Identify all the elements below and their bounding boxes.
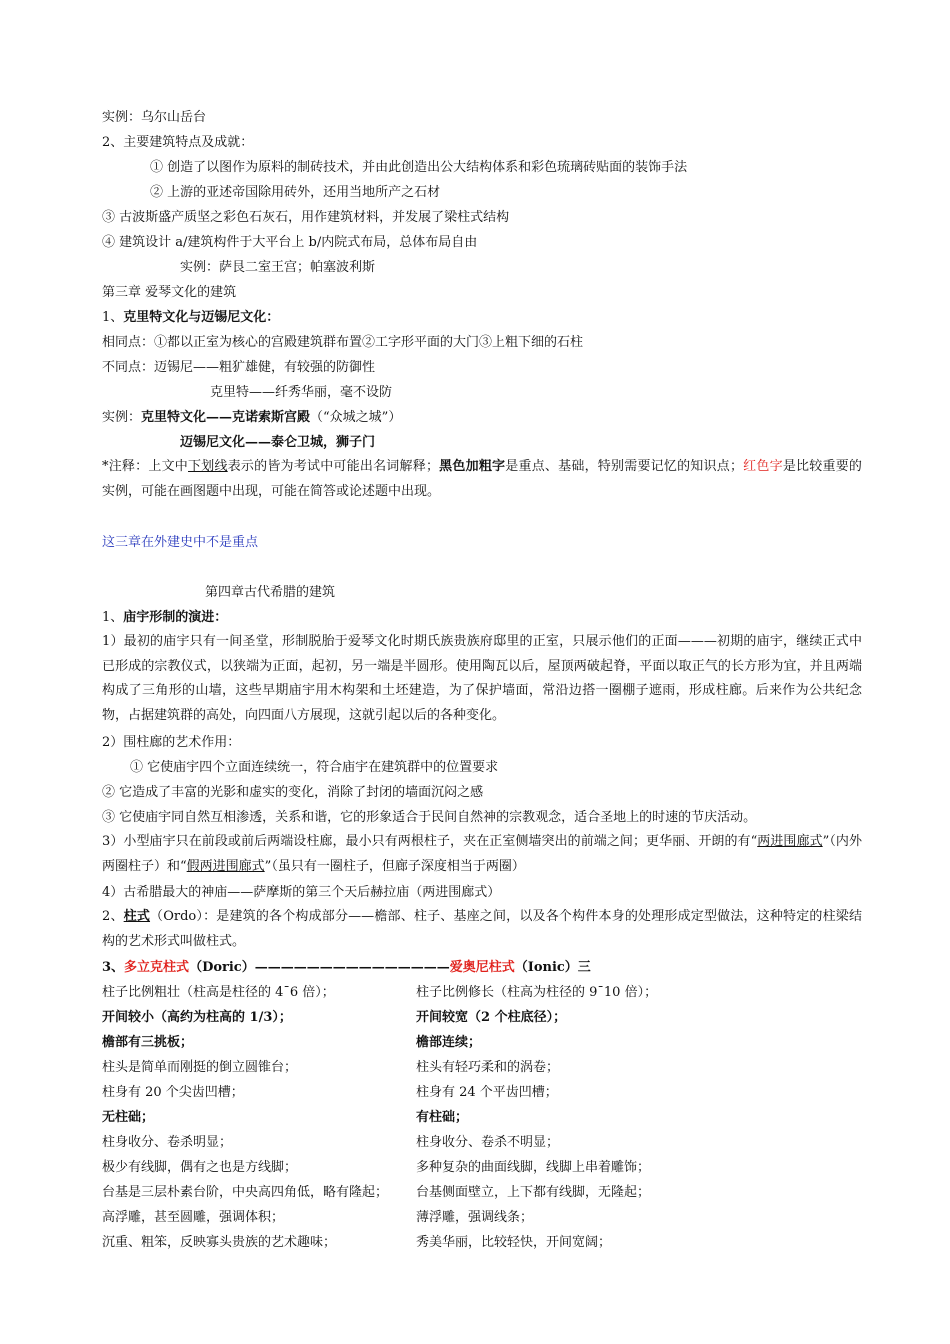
ionic-title: 爱奥尼柱式 <box>449 960 515 975</box>
chapter-3-title: 第三章 爱琴文化的建筑 <box>102 285 237 300</box>
chapter-4-title: 第四章古代希腊的建筑 <box>205 585 336 600</box>
ionic-item: 有柱础； <box>416 1110 469 1125</box>
paragraph-small-temples <box>102 830 862 879</box>
section-colon: ： <box>214 610 228 625</box>
ionic-item: 柱子比例修长（柱高为柱径的 9¯10 倍）； <box>416 985 658 1000</box>
example-palaces: 实例：萨艮二室王宫；帕塞波利斯 <box>180 260 376 275</box>
paragraph-temple-origin: 1）最初的庙宇只有一间圣堂，形制脱胎于爱琴文化时期氏族贵族府邸里的正室，只展示他们的正面———初期的庙宇，继续正式中已形成的宗教仪式，以狭端为正面，起初，另一端是半圆形。使用陶瓦以后，屋顶两破起脊，平面以取正气的长方形为宜，并且两端构成了三角形的山墙，这些早期庙宇用木构架和土坯建造，为了保护墙面，常沿边搭一圈棚子遮雨，形成柱廊。后来作为公共纪念物，占据建筑群的高处，向四面八方展现，这就引起以后的各种变化。 <box>102 634 862 723</box>
dipteral-desc: ”（内外两圈柱子）和“ <box>102 834 862 874</box>
feature-1: ① 创造了以图作为原料的制砖技术，并由此创造出公大结构体系和彩色琉璃砖贴面的装饰手法 <box>150 160 688 175</box>
feature-4: ④ 建筑设计 a/建筑构件于大平台上 b/内院式布局，总体布局自由 <box>102 235 478 250</box>
section-number: 1、 <box>102 310 124 325</box>
note-red-sample: 红色字 <box>742 459 783 474</box>
annotation-note <box>102 455 862 504</box>
largest-temple: 4）古希腊最大的神庙——萨摩斯的第三个天后赫拉庙（两进围廊式） <box>102 885 501 900</box>
section-crete-mycenae <box>102 310 279 326</box>
doric-item: 柱子比例粗壮（柱高是柱径的 4¯6 倍）； <box>102 985 335 1000</box>
heading-main-features: 2、主要建筑特点及成就： <box>102 135 254 150</box>
feature-3: ③ 古波斯盛产质坚之彩色石灰石，用作建筑材料，并发展了梁柱式结构 <box>102 210 510 225</box>
doric-item: 柱身收分、卷杀明显； <box>102 1135 233 1150</box>
ionic-item: 柱身收分、卷杀不明显； <box>416 1135 560 1150</box>
note-underline-sample: 下划线 <box>188 459 228 474</box>
example-knossos-bold: 克里特文化——克诺索斯宫殿 <box>141 410 311 425</box>
doric-title: 多立克柱式 <box>124 960 190 975</box>
ionic-item: 秀美华丽，比较轻快，开间宽阔； <box>416 1235 612 1250</box>
example-label: 实例： <box>102 410 142 425</box>
ionic-latin: （Ionic）三 <box>514 960 591 975</box>
similarities: 相同点：①都以正室为核心的宫殿建筑群布置②工字形平面的大门③上粗下细的石柱 <box>102 335 584 350</box>
term-order: 柱式 <box>123 909 151 924</box>
order-definition: （Ordo）：是建筑的各个构成部分——檐部、柱子、基座之间，以及各个构件本身的处理形成定型做法，这种特定的柱梁结构的艺术形式叫做柱式。 <box>102 909 862 949</box>
section-number: 2、 <box>102 909 124 924</box>
ionic-item: 多种复杂的曲面线脚，线脚上串着雕饰； <box>416 1160 651 1175</box>
doric-item: 高浮雕，甚至圆雕，强调体积； <box>102 1210 285 1225</box>
ionic-item: 柱头有轻巧柔和的涡卷； <box>416 1060 560 1075</box>
example-knossos <box>102 410 401 426</box>
pseudo-dipteral-desc: ”（虽只有一圈柱子，但廊子深度相当于两圈） <box>264 858 525 874</box>
example-ur-ziggurat: 实例：乌尔山岳台 <box>102 110 207 125</box>
feature-2: ② 上游的亚述帝国除用砖外，还用当地所产之石材 <box>150 185 441 200</box>
ionic-item: 台基侧面壁立，上下都有线脚，无隆起； <box>416 1185 651 1200</box>
paragraph-order-definition <box>102 905 862 954</box>
doric-item: 沉重、粗笨，反映寡头贵族的艺术趣味； <box>102 1235 337 1250</box>
doric-latin: （Doric）——————————————— <box>189 960 450 975</box>
section-title: 克里特文化与迈锡尼文化 <box>123 310 267 325</box>
peristyle-point-3: ③ 它使庙宇同自然互相渗透，关系和谐，它的形象适合于民间自然神的宗教观念，适合圣地上的时速的节庆活动。 <box>102 810 757 825</box>
section-number: 3、 <box>102 960 125 975</box>
example-tiryns: 迈锡尼文化——泰仑卫城，狮子门 <box>180 435 376 450</box>
term-dipteral: 两进围廊式 <box>757 834 823 849</box>
note-prefix: *注释：上文中 <box>102 459 189 474</box>
ionic-item: 薄浮雕，强调线条； <box>416 1210 534 1225</box>
doric-item: 极少有线脚，偶有之也是方线脚； <box>102 1160 298 1175</box>
blue-remark: 这三章在外建史中不是重点 <box>102 535 259 550</box>
doric-item: 檐部有三挑板； <box>102 1035 194 1050</box>
section-temple-evolution <box>102 610 227 626</box>
doric-item: 柱头是简单而刚挺的倒立圆锥台； <box>102 1060 298 1075</box>
small-temples-text: 3）小型庙宇只在前段或前后两端设柱廊，最小只有两根柱子，夹在正室侧墙突出的前端之间；更华丽、开朗的有“ <box>102 834 758 849</box>
ionic-item: 柱身有 24 个平齿凹槽； <box>416 1085 558 1100</box>
example-knossos-alias: （“众城之城”） <box>310 410 402 425</box>
section-doric-ionic <box>102 960 591 976</box>
peristyle-point-2: ② 它造成了丰富的光影和虚实的变化，消除了封闭的墙面沉闷之感 <box>102 785 484 800</box>
section-colon: ： <box>266 310 280 325</box>
peristyle-heading: 2）围柱廊的艺术作用： <box>102 735 241 750</box>
differences-mycenae: 不同点：迈锡尼——粗犷雄健，有较强的防御性 <box>102 360 376 375</box>
section-title: 庙宇形制的演进 <box>123 610 215 625</box>
term-pseudo-dipteral: 假两进围廊式 <box>186 858 265 874</box>
note-bold-desc: 是重点、基础，特别需要记忆的知识点； <box>505 459 743 474</box>
doric-item: 开间较小（高约为柱高的 1/3）； <box>102 1010 292 1025</box>
ionic-item: 檐部连续； <box>416 1035 482 1050</box>
ionic-item: 开间较宽（2 个柱底径）； <box>416 1010 567 1025</box>
peristyle-point-1: ① 它使庙宇四个立面连续统一，符合庙宇在建筑群中的位置要求 <box>130 760 499 775</box>
section-number: 1、 <box>102 610 124 625</box>
doric-item: 无柱础； <box>102 1110 155 1125</box>
doric-item: 台基是三层朴素台阶，中央高四角低，略有隆起； <box>102 1185 389 1200</box>
note-underline-desc: 表示的皆为考试中可能出名词解释； <box>227 459 439 474</box>
differences-crete: 克里特——纤秀华丽，毫不设防 <box>210 385 393 400</box>
note-red-desc: 是比较重要的实例，可能在画图题中出现，可能在简答或论述题中出现。 <box>102 459 862 499</box>
note-bold-sample: 黑色加粗字 <box>438 459 506 474</box>
doric-item: 柱身有 20 个尖齿凹槽； <box>102 1085 244 1100</box>
